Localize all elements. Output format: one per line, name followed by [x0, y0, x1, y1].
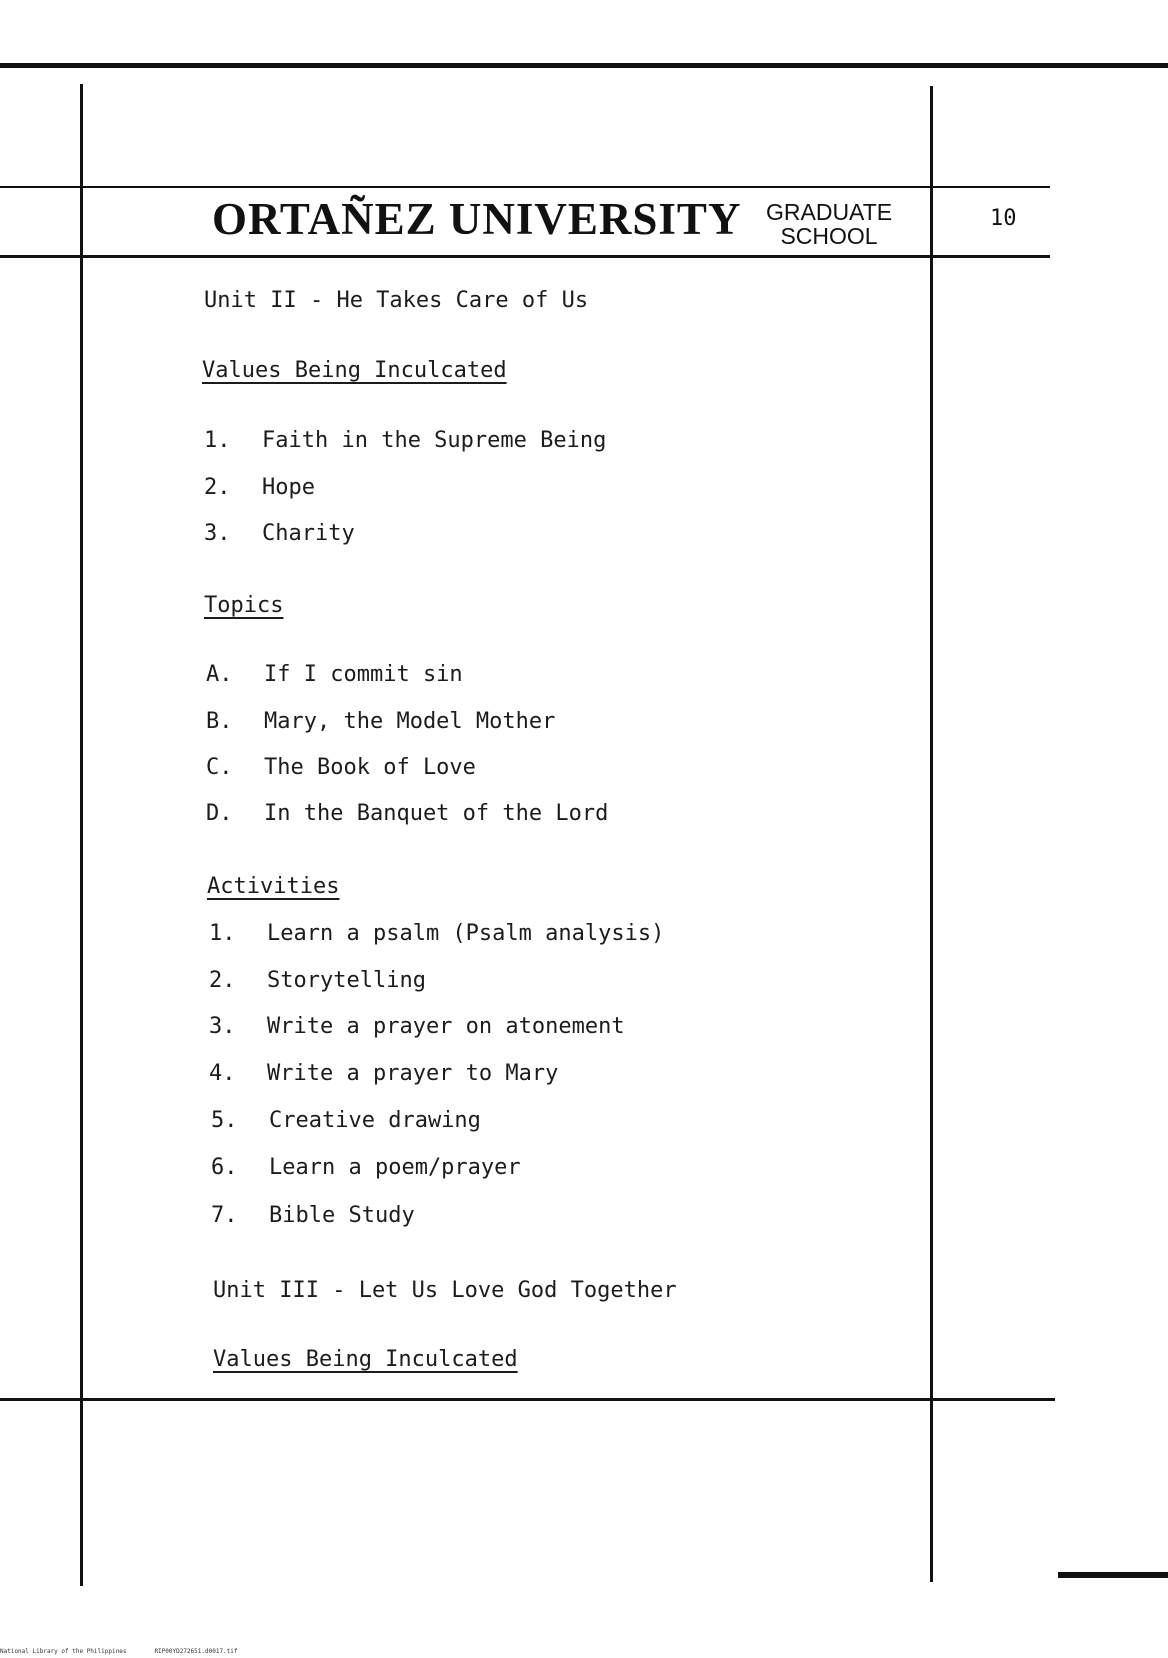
activity-item: [209, 968, 426, 993]
activity-text: Learn a poem/prayer: [269, 1155, 521, 1180]
activity-number: 2.: [209, 968, 236, 993]
topics-heading: Topics: [204, 593, 284, 618]
footer-file: RIP00YD272651.d0017.tif: [154, 1648, 238, 1655]
activity-item: [209, 921, 664, 946]
topic-text: If I commit sin: [264, 662, 463, 687]
activities-heading: Activities: [207, 874, 340, 899]
activity-number: 4.: [209, 1061, 236, 1086]
unit-3-values-heading: Values Being Inculcated: [213, 1347, 518, 1372]
header-top-rule: [0, 186, 1050, 188]
footer-source: National Library of the Philippines: [0, 1648, 127, 1655]
value-number: 1.: [204, 428, 231, 453]
topic-letter: A.: [206, 662, 233, 687]
activity-text: Bible Study: [269, 1203, 415, 1228]
activity-text: Write a prayer to Mary: [267, 1061, 559, 1086]
topic-item: [206, 801, 608, 826]
topic-letter: B.: [206, 709, 233, 734]
value-item: [204, 475, 315, 500]
activity-text: Learn a psalm (Psalm analysis): [267, 921, 665, 946]
activity-number: 1.: [209, 921, 236, 946]
activity-text: Write a prayer on atonement: [267, 1014, 625, 1039]
activity-number: 6.: [211, 1155, 238, 1180]
right-margin-rule: [930, 86, 933, 1582]
value-text: Hope: [262, 475, 315, 500]
value-number: 2.: [204, 475, 231, 500]
topic-text: In the Banquet of the Lord: [264, 801, 609, 826]
topic-item: [206, 755, 476, 780]
activity-item: [211, 1203, 415, 1228]
unit-2-values-heading: Values Being Inculcated: [202, 358, 507, 383]
value-item: [204, 428, 606, 453]
value-number: 3.: [204, 521, 231, 546]
activity-item: [211, 1155, 521, 1180]
activity-text: Creative drawing: [269, 1108, 481, 1133]
bottom-right-edge: [1058, 1572, 1168, 1578]
value-text: Faith in the Supreme Being: [262, 428, 607, 453]
activity-item: [209, 1014, 625, 1039]
unit-3-title: Unit III - Let Us Love God Together: [213, 1278, 677, 1303]
topic-text: The Book of Love: [264, 755, 476, 780]
unit-2-title: Unit II - He Takes Care of Us: [204, 288, 589, 313]
topic-letter: C.: [206, 755, 233, 780]
activity-number: 7.: [211, 1203, 238, 1228]
activity-text: Storytelling: [267, 968, 426, 993]
header-bottom-rule: [0, 255, 1050, 258]
page-number: 10: [990, 206, 1017, 231]
value-text: Charity: [262, 521, 355, 546]
activity-number: 5.: [211, 1108, 238, 1133]
topic-text: Mary, the Model Mother: [264, 709, 556, 734]
activity-item: [209, 1061, 558, 1086]
top-border-rule: [0, 63, 1168, 68]
topic-letter: D.: [206, 801, 233, 826]
left-margin-rule: [80, 84, 83, 1586]
topic-item: [206, 709, 555, 734]
scan-footer: [0, 1648, 238, 1655]
school-line-2: SCHOOL: [780, 223, 878, 249]
topic-item: [206, 662, 463, 687]
activity-number: 3.: [209, 1014, 236, 1039]
university-name: ORTAÑEZ UNIVERSITY: [212, 194, 742, 244]
graduate-school-label: [766, 200, 892, 248]
value-item: [204, 521, 355, 546]
activity-item: [211, 1108, 481, 1133]
bottom-rule: [0, 1398, 1055, 1401]
school-line-1: GRADUATE: [766, 199, 893, 225]
